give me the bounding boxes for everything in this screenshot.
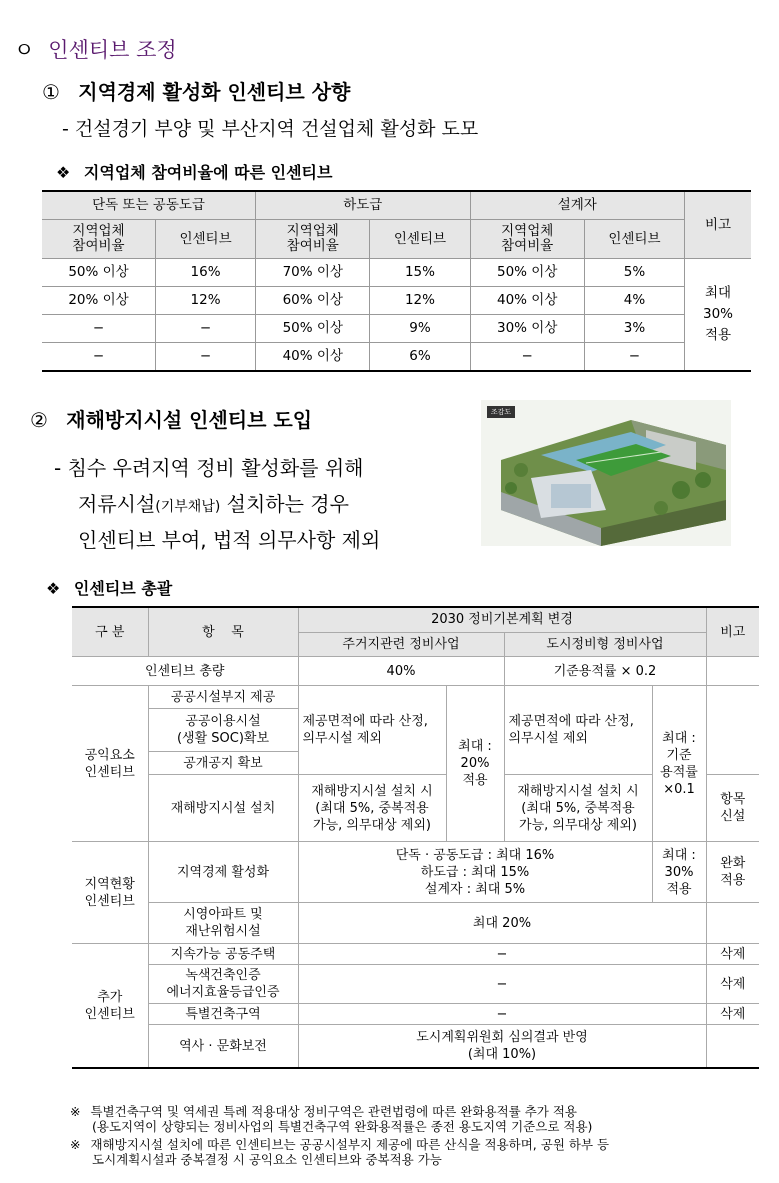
table-cell: − xyxy=(42,343,156,372)
header-note: 비고 xyxy=(706,607,759,657)
table2-caption-text: 인센티브 총괄 xyxy=(73,579,173,598)
item-sustainable-housing: 지속가능 공동주택 xyxy=(148,944,298,965)
item2-line3: 인센티브 부여, 법적 의무사항 제외 xyxy=(78,528,381,552)
green-building-value: − xyxy=(298,965,706,1004)
history-culture-value: 도시계획위원회 심의결과 반영 (최대 10%) xyxy=(298,1025,706,1069)
header-category: 구 분 xyxy=(72,607,148,657)
table-row xyxy=(42,315,751,343)
table-row xyxy=(72,965,759,1004)
item-public-land: 공공시설부지 제공 xyxy=(148,686,298,709)
regional-economy-text: 단독 · 공동도급 : 최대 16% 하도급 : 최대 15% 설계자 : 최대 5% xyxy=(298,842,652,903)
footnote-1-line1: 특별건축구역 및 역세권 특례 적용대상 정비구역은 관련법령에 따른 완화용적률 추가 적용 xyxy=(90,1104,577,1119)
table-cell: 6% xyxy=(370,343,470,372)
table-cell: 40% 이상 xyxy=(256,343,370,372)
item1-heading xyxy=(42,76,350,105)
special-zone-note: 삭제 xyxy=(706,1004,759,1025)
sustainable-housing-note: 삭제 xyxy=(706,944,759,965)
sub-header-rate: 지역업체 참여비율 xyxy=(42,220,156,259)
item-special-zone: 특별건축구역 xyxy=(148,1004,298,1025)
table1-caption xyxy=(56,160,332,183)
header-residential: 주거지관련 정비사업 xyxy=(298,632,504,656)
sub-header-rate: 지역업체 참여비율 xyxy=(256,220,370,259)
table-cell: 16% xyxy=(156,259,256,287)
public-urban-text: 제공면적에 따라 산정, 의무시설 제외 xyxy=(504,686,652,775)
table1-caption-text: 지역업체 참여비율에 따른 인센티브 xyxy=(83,163,333,182)
header-designer: 설계자 xyxy=(470,191,685,220)
item1-title: 지역경제 활성화 인센티브 상향 xyxy=(78,80,351,104)
green-building-note: 삭제 xyxy=(706,965,759,1004)
regional-economy-note: 완화 적용 xyxy=(706,842,759,903)
aerial-illustration xyxy=(481,400,731,546)
region-group-label: 지역현황 인센티브 xyxy=(72,842,148,944)
table-row xyxy=(72,903,759,944)
diamond-icon: ❖ xyxy=(46,579,61,598)
public-urban-max: 최대 : 기준 용적률 ×0.1 xyxy=(652,686,706,842)
disaster-residential: 재해방지시설 설치 시 (최대 5%, 중복적용 가능, 의무대상 제외) xyxy=(298,775,446,842)
table-cell-empty xyxy=(706,903,759,944)
image-label: 조감도 xyxy=(490,408,512,416)
table1-sub-header-row xyxy=(42,220,751,259)
table1-note-cell: 최대 30% 적용 xyxy=(685,259,752,372)
table-cell: 30% 이상 xyxy=(470,315,584,343)
item2-line2-a: 저류시설 xyxy=(78,492,156,516)
table-cell-empty xyxy=(706,686,759,775)
table-row xyxy=(42,343,751,372)
footnote-1 xyxy=(70,1104,577,1119)
footnote-1-line2: (용도지역이 상향되는 정비사업의 특별건축구역 완화용적률은 종전 용도지역 기준으로 적용) xyxy=(92,1119,593,1134)
table-cell: − xyxy=(470,343,584,372)
sub-header-incentive: 인센티브 xyxy=(584,220,684,259)
public-residential-text: 제공면적에 따라 산정, 의무시설 제외 xyxy=(298,686,446,775)
section-title xyxy=(14,34,177,64)
item2-line2-b: (기부채납) xyxy=(155,499,221,515)
city-apartment-text: 최대 20% xyxy=(298,903,706,944)
table-row xyxy=(72,1025,759,1069)
table-cell: 50% 이상 xyxy=(470,259,584,287)
item1-number: ① xyxy=(42,80,60,104)
sub-header-incentive: 인센티브 xyxy=(370,220,470,259)
item-history-culture: 역사 · 문화보전 xyxy=(148,1025,298,1069)
item-green-building: 녹색건축인증 에너지효율등급인증 xyxy=(148,965,298,1004)
detention-facility-aerial-image xyxy=(481,400,731,546)
table1-group-header-row xyxy=(42,191,751,220)
section-title-text: 인센티브 조정 xyxy=(48,38,177,62)
item1-description: - 건설경기 부양 및 부산지역 건설업체 활성화 도모 xyxy=(62,118,479,140)
header-subcontract: 하도급 xyxy=(256,191,470,220)
table-cell: 4% xyxy=(584,287,684,315)
local-company-incentive-table xyxy=(42,190,751,372)
header-joint-contract: 단독 또는 공동도급 xyxy=(42,191,256,220)
table-cell: 50% 이상 xyxy=(42,259,156,287)
header-item: 항 목 xyxy=(148,607,298,657)
sub-header-incentive: 인센티브 xyxy=(156,220,256,259)
footnote-2 xyxy=(70,1137,609,1152)
table-row xyxy=(42,287,751,315)
item-city-apartment: 시영아파트 및 재난위험시설 xyxy=(148,903,298,944)
table-row xyxy=(72,686,759,709)
total-label: 인센티브 총량 xyxy=(72,657,298,686)
table-row xyxy=(72,657,759,686)
table-cell: 12% xyxy=(370,287,470,315)
table-cell: 50% 이상 xyxy=(256,315,370,343)
table-cell: 5% xyxy=(584,259,684,287)
table-row xyxy=(72,842,759,903)
special-zone-value: − xyxy=(298,1004,706,1025)
header-urban: 도시정비형 정비사업 xyxy=(504,632,706,656)
table2-caption xyxy=(46,576,172,599)
item2-number: ② xyxy=(30,408,48,432)
table-cell: 12% xyxy=(156,287,256,315)
table-cell-empty xyxy=(706,1025,759,1069)
table-cell: 9% xyxy=(370,315,470,343)
public-residential-max: 최대 : 20% 적용 xyxy=(446,686,504,842)
item2-line2-c: 설치하는 경우 xyxy=(220,492,349,516)
item2-line2 xyxy=(78,488,349,517)
table-cell: − xyxy=(156,343,256,372)
diamond-icon: ❖ xyxy=(56,163,71,182)
disaster-urban: 재해방지시설 설치 시 (최대 5%, 중복적용 가능, 의무대상 제외) xyxy=(504,775,652,842)
table-row xyxy=(42,259,751,287)
table-cell: − xyxy=(42,315,156,343)
table-row xyxy=(72,1004,759,1025)
header-note: 비고 xyxy=(685,191,752,259)
total-residential: 40% xyxy=(298,657,504,686)
item-open-space: 공개공지 확보 xyxy=(148,752,298,775)
sub-header-rate: 지역업체 참여비율 xyxy=(470,220,584,259)
disaster-note: 항목 신설 xyxy=(706,775,759,842)
total-urban: 기준용적률 × 0.2 xyxy=(504,657,706,686)
header-plan: 2030 정비기본계획 변경 xyxy=(298,607,706,632)
table-row xyxy=(72,944,759,965)
item2-title: 재해방지시설 인센티브 도입 xyxy=(66,408,313,432)
footnote-2-line1: 재해방지시설 설치에 따른 인센티브는 공공시설부지 제공에 따른 산식을 적용하며, 공원 하부 등 xyxy=(90,1137,610,1152)
table-cell: 40% 이상 xyxy=(470,287,584,315)
footnote-mark: ※ xyxy=(70,1137,81,1152)
incentive-summary-table xyxy=(72,606,759,1069)
table-cell: − xyxy=(584,343,684,372)
table-cell: 3% xyxy=(584,315,684,343)
table-cell: 70% 이상 xyxy=(256,259,370,287)
footnote-mark: ※ xyxy=(70,1104,81,1119)
extra-group-label: 추가 인센티브 xyxy=(72,944,148,1069)
regional-economy-max: 최대 : 30% 적용 xyxy=(652,842,706,903)
table-cell-empty xyxy=(706,657,759,686)
sustainable-housing-value: − xyxy=(298,944,706,965)
item-public-facility: 공공이용시설 (생활 SOC)확보 xyxy=(148,709,298,752)
table-cell: − xyxy=(156,315,256,343)
section-bullet: ㅇ xyxy=(14,38,35,62)
table2-header-row xyxy=(72,607,759,632)
table-cell: 60% 이상 xyxy=(256,287,370,315)
table-cell: 15% xyxy=(370,259,470,287)
item-regional-economy: 지역경제 활성화 xyxy=(148,842,298,903)
item2-line1: - 침수 우려지역 정비 활성화를 위해 xyxy=(54,456,364,480)
item-disaster-facility: 재해방지시설 설치 xyxy=(148,775,298,842)
item2-heading xyxy=(30,404,312,433)
footnote-2-line2: 도시계획시설과 중복결정 시 공익요소 인센티브와 중복적용 가능 xyxy=(92,1152,442,1167)
public-group-label: 공익요소 인센티브 xyxy=(72,686,148,842)
table-cell: 20% 이상 xyxy=(42,287,156,315)
